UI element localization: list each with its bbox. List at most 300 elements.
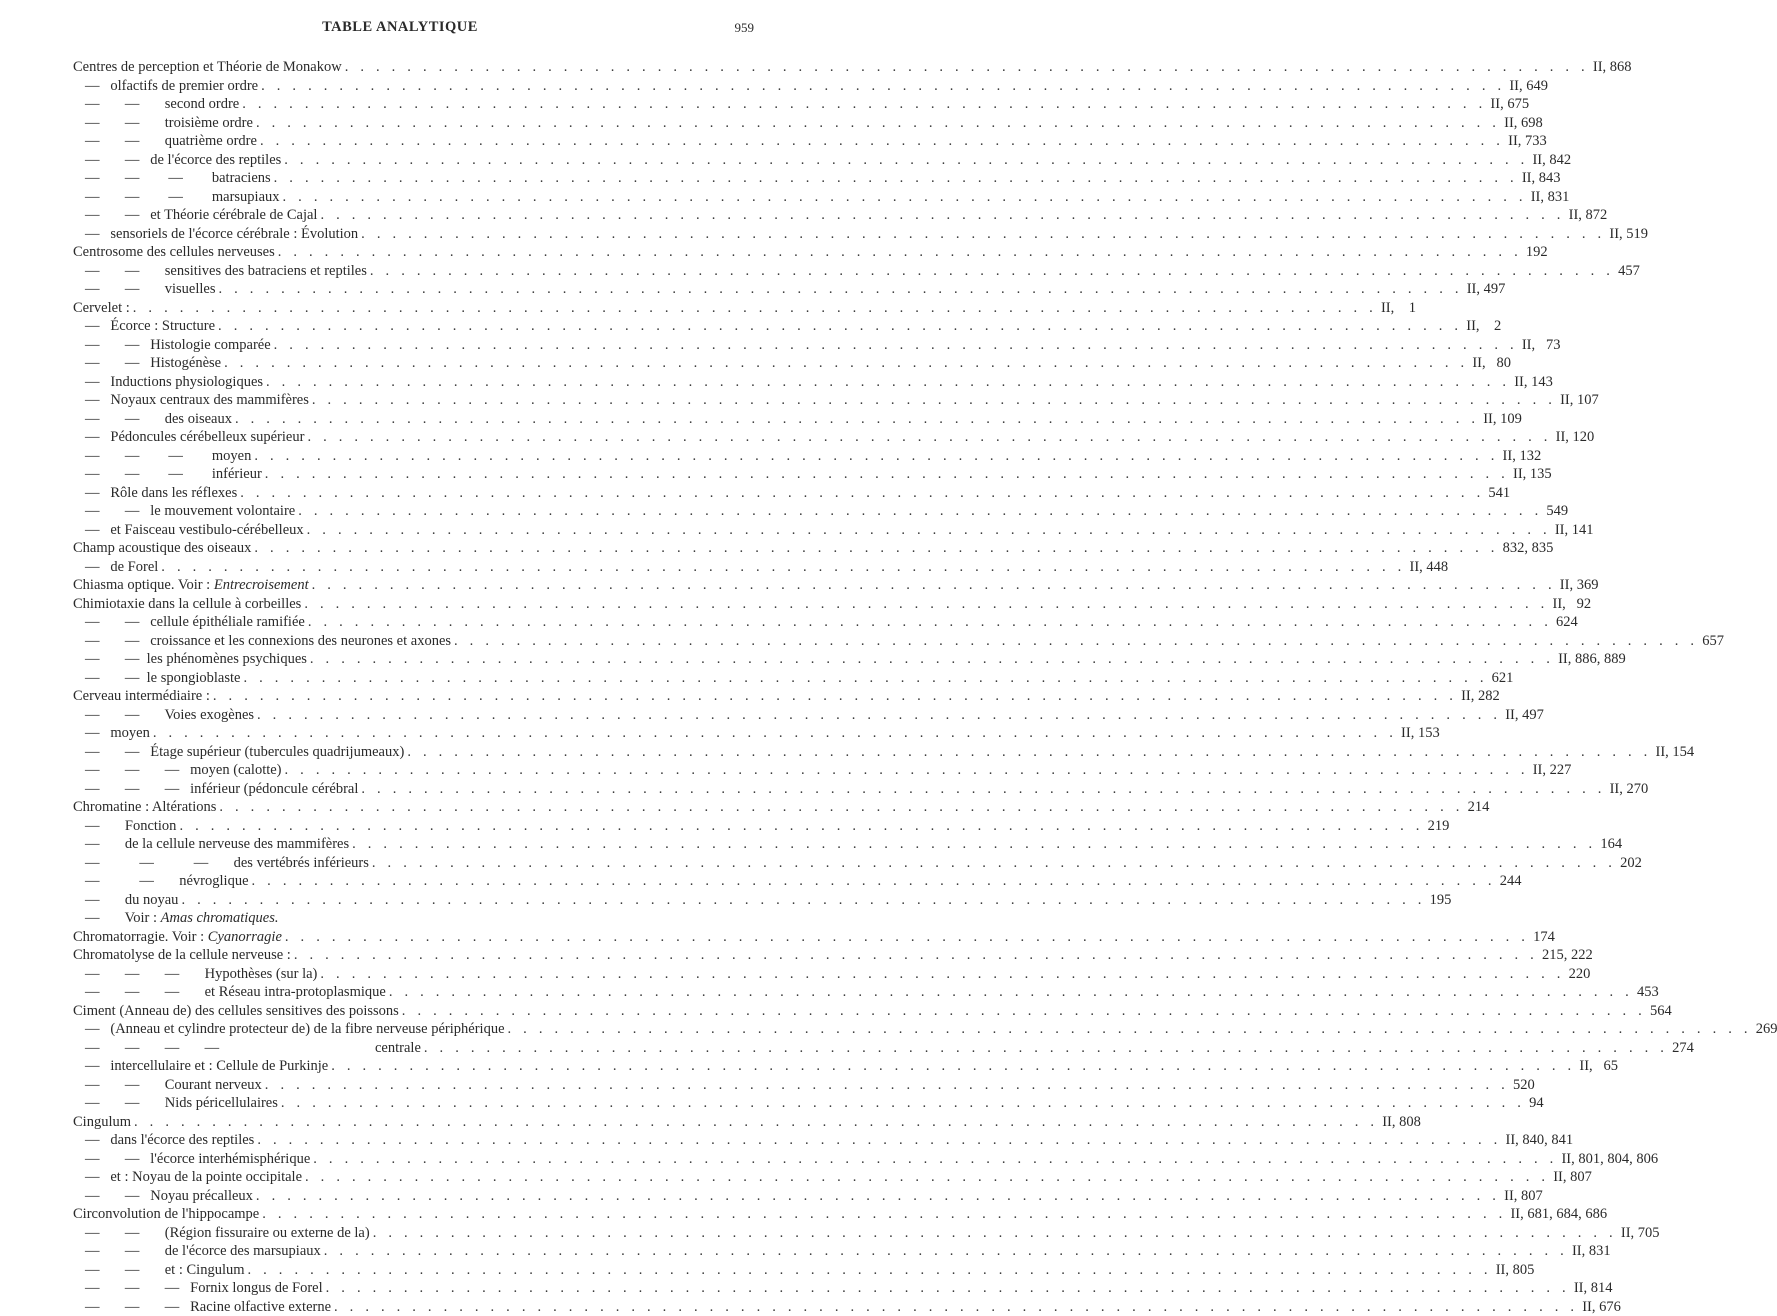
entry-label: — — de l'écorce des reptiles (85, 151, 281, 170)
entry-text (73, 650, 307, 669)
entry-label: — Voir : (85, 909, 161, 928)
entry-text (73, 1002, 399, 1021)
page-reference: 549 (1546, 502, 1568, 521)
page-reference: II, 1 (1381, 299, 1416, 318)
page-reference: 457 (1618, 262, 1640, 281)
entry-label: — — cellule épithéliale ramifiée (85, 613, 305, 632)
leader-dots: . . . . . . . . . . . . . . . . . . . . . . . . . . . . . . . . . . . . . . . . . . . . . . . . . . . . . . . . . . . . . . . . . . . . . . . . . . . . . . . . (181, 891, 1425, 910)
leader-dots: . . . . . . . . . . . . . . . . . . . . . . . . . . . . . . . . . . . . . . . . . . . . . . . . . . . . . . . . . . . . . . . . . . . . . . . . . . . . . . . . (373, 1224, 1617, 1243)
entry-text (73, 817, 176, 836)
entry-label: — intercellulaire et : Cellule de Purkinje (85, 1057, 328, 1076)
entry-text (73, 188, 280, 207)
entry-label: — — — inférieur (pédoncule cérébral (85, 780, 358, 799)
page-reference: 202 (1620, 854, 1642, 873)
leader-dots: . . . . . . . . . . . . . . . . . . . . . . . . . . . . . . . . . . . . . . . . . . . . . . . . . . . . . . . . . . . . . . . . . . . . . . . . . . . . . . . . (372, 854, 1616, 873)
leader-dots: . . . . . . . . . . . . . . . . . . . . . . . . . . . . . . . . . . . . . . . . . . . . . . . . . . . . . . . . . . . . . . . . . . . . . . . . . . . . . . . . (281, 1094, 1525, 1113)
entry-text (73, 743, 404, 762)
entry-label: — olfactifs de premier ordre (85, 77, 258, 96)
page-reference: II, 369 (1560, 576, 1599, 595)
page-reference: II, 801, 804, 806 (1561, 1150, 1658, 1169)
page-number: 959 (735, 20, 755, 36)
leader-dots: . . . . . . . . . . . . . . . . . . . . . . . . . . . . . . . . . . . . . . . . . . . . . . . . . . . . . . . . . . . . . . . . . . . . . . . . . . . . . . . . (252, 872, 1496, 891)
index-entry (73, 132, 753, 151)
entry-text (73, 58, 342, 77)
index-entry (73, 724, 753, 743)
index-entry (73, 169, 753, 188)
leader-dots: . . . . . . . . . . . . . . . . . . . . . . . . . . . . . . . . . . . . . . . . . . . . . . . . . . . . . . . . . . . . . . . . . . . . . . . . . . . . . . . . (307, 428, 1551, 447)
entry-label: — — visuelles (85, 280, 216, 299)
leader-dots: . . . . . . . . . . . . . . . . . . . . . . . . . . . . . . . . . . . . . . . . . . . . . . . . . . . . . . . . . . . . . . . . . . . . . . . . . . . . . . . . (285, 928, 1529, 947)
index-entry (73, 225, 753, 244)
page-reference: II, 270 (1610, 780, 1649, 799)
entry-text (73, 983, 386, 1002)
index-entry (73, 891, 753, 910)
entry-label: Chromatorragie. Voir : (73, 928, 208, 947)
leader-dots: . . . . . . . . . . . . . . . . . . . . . . . . . . . . . . . . . . . . . . . . . . . . . . . . . . . . . . . . . . . . . . . . . . . . . . . . . . . . . . . . (308, 613, 1552, 632)
index-entry (73, 1150, 753, 1169)
entry-label: — — les phénomènes psychiques (85, 650, 307, 669)
page-reference: II, 705 (1621, 1224, 1660, 1243)
index-entry (73, 780, 753, 799)
entry-label: — — — — centrale (85, 1039, 421, 1058)
leader-dots: . . . . . . . . . . . . . . . . . . . . . . . . . . . . . . . . . . . . . . . . . . . . . . . . . . . . . . . . . . . . . . . . . . . . . . . . . . . . . . . . (283, 188, 1527, 207)
page-reference: II, 497 (1467, 280, 1506, 299)
page-reference: 624 (1556, 613, 1578, 632)
leader-dots: . . . . . . . . . . . . . . . . . . . . . . . . . . . . . . . . . . . . . . . . . . . . . . . . . . . . . . . . . . . . . . . . . . . . . . . . . . . . . . . . (161, 558, 1405, 577)
leader-dots: . . . . . . . . . . . . . . . . . . . . . . . . . . . . . . . . . . . . . . . . . . . . . . . . . . . . . . . . . . . . . . . . . . . . . . . . . . . . . . . . (254, 539, 1498, 558)
page-reference: 269 (1756, 1020, 1777, 1039)
entry-text (73, 428, 304, 447)
page-reference: II, 805 (1496, 1261, 1535, 1280)
index-entry (73, 77, 753, 96)
entry-text (73, 1150, 310, 1169)
index-entry (73, 1039, 753, 1058)
entry-text (73, 447, 251, 466)
index-entry (73, 1002, 753, 1021)
page-reference: 192 (1526, 243, 1548, 262)
index-entry (73, 1242, 753, 1261)
index-entry (73, 1076, 753, 1095)
leader-dots: . . . . . . . . . . . . . . . . . . . . . . . . . . . . . . . . . . . . . . . . . . . . . . . . . . . . . . . . . . . . . . . . . . . . . . . . . . . . . . . . (213, 687, 1457, 706)
index-entry (73, 354, 753, 373)
leader-dots: . . . . . . . . . . . . . . . . . . . . . . . . . . . . . . . . . . . . . . . . . . . . . . . . . . . . . . . . . . . . . . . . . . . . . . . . . . . . . . . . (265, 465, 1509, 484)
page-reference: II, 143 (1514, 373, 1553, 392)
leader-dots: . . . . . . . . . . . . . . . . . . . . . . . . . . . . . . . . . . . . . . . . . . . . . . . . . . . . . . . . . . . . . . . . . . . . . . . . . . . . . . . . (345, 58, 1589, 77)
entry-label: — Fonction (85, 817, 176, 836)
index-entry (73, 1113, 753, 1132)
page-reference: II, 675 (1490, 95, 1529, 114)
index-entry (73, 743, 753, 762)
leader-dots: . . . . . . . . . . . . . . . . . . . . . . . . . . . . . . . . . . . . . . . . . . . . . . . . . . . . . . . . . . . . . . . . . . . . . . . . . . . . . . . . (218, 317, 1462, 336)
leader-dots: . . . . . . . . . . . . . . . . . . . . . . . . . . . . . . . . . . . . . . . . . . . . . . . . . . . . . . . . . . . . . . . . . . . . . . . . . . . . . . . . (256, 114, 1500, 133)
page-reference: II, 676 (1582, 1298, 1621, 1316)
leader-dots: . . . . . . . . . . . . . . . . . . . . . . . . . . . . . . . . . . . . . . . . . . . . . . . . . . . . . . . . . . . . . . . . . . . . . . . . . . . . . . . . (304, 595, 1548, 614)
entry-label: — Rôle dans les réflexes (85, 484, 237, 503)
page-reference: 621 (1492, 669, 1514, 688)
entry-text (73, 780, 358, 799)
index-entry (73, 502, 753, 521)
entry-text (73, 761, 282, 780)
index-entry (73, 983, 753, 1002)
entry-text (73, 1261, 245, 1280)
entry-label: Cingulum (73, 1113, 131, 1132)
index-entry (73, 835, 753, 854)
index-entry (73, 632, 753, 651)
page-reference: II, 886, 889 (1558, 650, 1626, 669)
index-entry (73, 1187, 753, 1206)
entry-text (73, 1131, 254, 1150)
page-reference: 541 (1488, 484, 1510, 503)
entry-label: — — — batraciens (85, 169, 271, 188)
index-entry (73, 558, 753, 577)
leader-dots: . . . . . . . . . . . . . . . . . . . . . . . . . . . . . . . . . . . . . . . . . . . . . . . . . . . . . . . . . . . . . . . . . . . . . . . . . . . . . . . . (240, 484, 1484, 503)
leader-dots: . . . . . . . . . . . . . . . . . . . . . . . . . . . . . . . . . . . . . . . . . . . . . . . . . . . . . . . . . . . . . . . . . . . . . . . . . . . . . . . . (242, 95, 1486, 114)
entry-text (73, 1298, 331, 1316)
entry-text (73, 95, 239, 114)
leader-dots: . . . . . . . . . . . . . . . . . . . . . . . . . . . . . . . . . . . . . . . . . . . . . . . . . . . . . . . . . . . . . . . . . . . . . . . . . . . . . . . . (260, 132, 1504, 151)
entry-label: — — — marsupiaux (85, 188, 280, 207)
entry-label: — — Histogénèse (85, 354, 221, 373)
index-entry (73, 521, 753, 540)
entry-label: — Inductions physiologiques (85, 373, 263, 392)
page-reference: II, 109 (1483, 410, 1522, 429)
leader-dots: . . . . . . . . . . . . . . . . . . . . . . . . . . . . . . . . . . . . . . . . . . . . . . . . . . . . . . . . . . . . . . . . . . . . . . . . . . . . . . . . (285, 761, 1529, 780)
index-entry (73, 373, 753, 392)
running-head (0, 19, 800, 37)
page-reference: II, 80 (1472, 354, 1511, 373)
leader-dots: . . . . . . . . . . . . . . . . . . . . . . . . . . . . . . . . . . . . . . . . . . . . . . . . . . . . . . . . . . . . . . . . . . . . . . . . . . . . . . . . (134, 1113, 1378, 1132)
page-reference: II, 872 (1569, 206, 1608, 225)
entry-text (73, 151, 281, 170)
entry-text (73, 1205, 259, 1224)
index-entry (73, 854, 753, 873)
leader-dots: . . . . . . . . . . . . . . . . . . . . . . . . . . . . . . . . . . . . . . . . . . . . . . . . . . . . . . . . . . . . . . . . . . . . . . . . . . . . . . . . (153, 724, 1397, 743)
page-reference: II, 807 (1504, 1187, 1543, 1206)
page-reference: II, 842 (1532, 151, 1571, 170)
index-entry (73, 761, 753, 780)
page-reference: II, 831 (1572, 1242, 1611, 1261)
page-reference: II, 448 (1409, 558, 1448, 577)
index-entry (73, 317, 753, 336)
leader-dots: . . . . . . . . . . . . . . . . . . . . . . . . . . . . . . . . . . . . . . . . . . . . . . . . . . . . . . . . . . . . . . . . . . . . . . . . . . . . . . . . (407, 743, 1651, 762)
entry-label: — — — et Réseau intra-protoplasmique (85, 983, 386, 1002)
index-entry (73, 1131, 753, 1150)
entry-label: — dans l'écorce des reptiles (85, 1131, 254, 1150)
leader-dots: . . . . . . . . . . . . . . . . . . . . . . . . . . . . . . . . . . . . . . . . . . . . . . . . . . . . . . . . . . . . . . . . . . . . . . . . . . . . . . . . (219, 798, 1463, 817)
entry-label: — Noyaux centraux des mammifères (85, 391, 309, 410)
leader-dots: . . . . . . . . . . . . . . . . . . . . . . . . . . . . . . . . . . . . . . . . . . . . . . . . . . . . . . . . . . . . . . . . . . . . . . . . . . . . . . . . (257, 1131, 1501, 1150)
index-entry (73, 1205, 753, 1224)
index-list (73, 58, 753, 1316)
entry-text (73, 632, 451, 651)
page-reference: 94 (1529, 1094, 1544, 1113)
entry-text (73, 1039, 421, 1058)
entry-label: — Pédoncules cérébelleux supérieur (85, 428, 304, 447)
entry-text (73, 928, 282, 947)
entry-label: Chiasma optique. Voir : (73, 576, 214, 595)
entry-label: — — l'écorce interhémisphérique (85, 1150, 310, 1169)
entry-label: — — — Hypothèses (sur la) (85, 965, 317, 984)
entry-text (73, 854, 369, 873)
entry-text (73, 410, 232, 429)
index-entry (73, 872, 753, 891)
leader-dots: . . . . . . . . . . . . . . . . . . . . . . . . . . . . . . . . . . . . . . . . . . . . . . . . . . . . . . . . . . . . . . . . . . . . . . . . . . . . . . . . (243, 669, 1487, 688)
page-reference: II, 107 (1560, 391, 1599, 410)
leader-dots: . . . . . . . . . . . . . . . . . . . . . . . . . . . . . . . . . . . . . . . . . . . . . . . . . . . . . . . . . . . . . . . . . . . . . . . . . . . . . . . . (307, 521, 1551, 540)
entry-label: Chimiotaxie dans la cellule à corbeilles (73, 595, 301, 614)
page-reference: II, 120 (1556, 428, 1595, 447)
leader-dots: . . . . . . . . . . . . . . . . . . . . . . . . . . . . . . . . . . . . . . . . . . . . . . . . . . . . . . . . . . . . . . . . . . . . . . . . . . . . . . . . (219, 280, 1463, 299)
entry-text (73, 798, 216, 817)
entry-label: — et : Noyau de la pointe occipitale (85, 1168, 302, 1187)
index-entry (73, 1168, 753, 1187)
entry-label: — moyen (85, 724, 150, 743)
leader-dots: . . . . . . . . . . . . . . . . . . . . . . . . . . . . . . . . . . . . . . . . . . . . . . . . . . . . . . . . . . . . . . . . . . . . . . . . . . . . . . . . (508, 1020, 1752, 1039)
page-reference: II, 808 (1382, 1113, 1421, 1132)
leader-dots: . . . . . . . . . . . . . . . . . . . . . . . . . . . . . . . . . . . . . . . . . . . . . . . . . . . . . . . . . . . . . . . . . . . . . . . . . . . . . . . . (256, 1187, 1500, 1206)
leader-dots: . . . . . . . . . . . . . . . . . . . . . . . . . . . . . . . . . . . . . . . . . . . . . . . . . . . . . . . . . . . . . . . . . . . . . . . . . . . . . . . . (312, 576, 1556, 595)
page-reference: 164 (1600, 835, 1622, 854)
leader-dots: . . . . . . . . . . . . . . . . . . . . . . . . . . . . . . . . . . . . . . . . . . . . . . . . . . . . . . . . . . . . . . . . . . . . . . . . . . . . . . . . (326, 1279, 1570, 1298)
index-entry (73, 928, 753, 947)
entry-label: — de Forel (85, 558, 158, 577)
entry-text (73, 1279, 323, 1298)
entry-label: — — de l'écorce des marsupiaux (85, 1242, 321, 1261)
entry-text (73, 1020, 505, 1039)
leader-dots: . . . . . . . . . . . . . . . . . . . . . . . . . . . . . . . . . . . . . . . . . . . . . . . . . . . . . . . . . . . . . . . . . . . . . . . . . . . . . . . . (284, 151, 1528, 170)
index-entry (73, 465, 753, 484)
index-entry (73, 280, 753, 299)
entry-text (73, 687, 210, 706)
entry-label: Cervelet : (73, 299, 130, 318)
entry-label: — — — Fornix longus de Forel (85, 1279, 323, 1298)
entry-text (73, 169, 271, 188)
entry-text (73, 946, 291, 965)
page-reference: II, 497 (1505, 706, 1544, 725)
entry-text (73, 465, 262, 484)
leader-dots: . . . . . . . . . . . . . . . . . . . . . . . . . . . . . . . . . . . . . . . . . . . . . . . . . . . . . . . . . . . . . . . . . . . . . . . . . . . . . . . . (352, 835, 1596, 854)
entry-label: — — et : Cingulum (85, 1261, 245, 1280)
page-reference: II, 227 (1533, 761, 1572, 780)
leader-dots: . . . . . . . . . . . . . . . . . . . . . . . . . . . . . . . . . . . . . . . . . . . . . . . . . . . . . . . . . . . . . . . . . . . . . . . . . . . . . . . . (313, 1150, 1557, 1169)
leader-dots: . . . . . . . . . . . . . . . . . . . . . . . . . . . . . . . . . . . . . . . . . . . . . . . . . . . . . . . . . . . . . . . . . . . . . . . . . . . . . . . . (298, 502, 1542, 521)
entry-label: — — — moyen (85, 447, 251, 466)
leader-dots: . . . . . . . . . . . . . . . . . . . . . . . . . . . . . . . . . . . . . . . . . . . . . . . . . . . . . . . . . . . . . . . . . . . . . . . . . . . . . . . . (235, 410, 1479, 429)
entry-label: — Écorce : Structure (85, 317, 215, 336)
index-entry (73, 650, 753, 669)
leader-dots: . . . . . . . . . . . . . . . . . . . . . . . . . . . . . . . . . . . . . . . . . . . . . . . . . . . . . . . . . . . . . . . . . . . . . . . . . . . . . . . . (248, 1261, 1492, 1280)
index-entry (73, 1279, 753, 1298)
leader-dots: . . . . . . . . . . . . . . . . . . . . . . . . . . . . . . . . . . . . . . . . . . . . . . . . . . . . . . . . . . . . . . . . . . . . . . . . . . . . . . . . (261, 77, 1505, 96)
entry-label: — — Courant nerveux (85, 1076, 262, 1095)
page-reference: II, 153 (1401, 724, 1440, 743)
leader-dots: . . . . . . . . . . . . . . . . . . . . . . . . . . . . . . . . . . . . . . . . . . . . . . . . . . . . . . . . . . . . . . . . . . . . . . . . . . . . . . . . (262, 1205, 1506, 1224)
entry-text (73, 891, 178, 910)
page-reference: II, 681, 684, 686 (1510, 1205, 1607, 1224)
leader-dots: . . . . . . . . . . . . . . . . . . . . . . . . . . . . . . . . . . . . . . . . . . . . . . . . . . . . . . . . . . . . . . . . . . . . . . . . . . . . . . . . (334, 1298, 1578, 1316)
entry-label: Centres de perception et Théorie de Monakow (73, 58, 342, 77)
entry-label: — — sensitives des batraciens et reptiles (85, 262, 367, 281)
index-entry (73, 151, 753, 170)
leader-dots: . . . . . . . . . . . . . . . . . . . . . . . . . . . . . . . . . . . . . . . . . . . . . . . . . . . . . . . . . . . . . . . . . . . . . . . . . . . . . . . . (370, 262, 1614, 281)
entry-text (73, 354, 221, 373)
page-reference: II, 831 (1531, 188, 1570, 207)
entry-text (73, 1057, 328, 1076)
leader-dots: . . . . . . . . . . . . . . . . . . . . . . . . . . . . . . . . . . . . . . . . . . . . . . . . . . . . . . . . . . . . . . . . . . . . . . . . . . . . . . . . (274, 169, 1518, 188)
leader-dots: . . . . . . . . . . . . . . . . . . . . . . . . . . . . . . . . . . . . . . . . . . . . . . . . . . . . . . . . . . . . . . . . . . . . . . . . . . . . . . . . (389, 983, 1633, 1002)
entry-text (73, 225, 358, 244)
leader-dots: . . . . . . . . . . . . . . . . . . . . . . . . . . . . . . . . . . . . . . . . . . . . . . . . . . . . . . . . . . . . . . . . . . . . . . . . . . . . . . . . (361, 780, 1605, 799)
entry-text (73, 909, 278, 928)
page-reference: 520 (1513, 1076, 1535, 1095)
entry-text (73, 965, 317, 984)
leader-dots: . . . . . . . . . . . . . . . . . . . . . . . . . . . . . . . . . . . . . . . . . . . . . . . . . . . . . . . . . . . . . . . . . . . . . . . . . . . . . . . . (274, 336, 1518, 355)
index-entry (73, 817, 753, 836)
page-reference: II, 141 (1555, 521, 1594, 540)
index-entry (73, 262, 753, 281)
page-reference: 657 (1702, 632, 1724, 651)
entry-text (73, 317, 215, 336)
entry-text (73, 613, 305, 632)
leader-dots: . . . . . . . . . . . . . . . . . . . . . . . . . . . . . . . . . . . . . . . . . . . . . . . . . . . . . . . . . . . . . . . . . . . . . . . . . . . . . . . . (331, 1057, 1575, 1076)
page-reference: II, 282 (1461, 687, 1500, 706)
entry-text (73, 77, 258, 96)
entry-label: — — Histologie comparée (85, 336, 271, 355)
entry-label: — — des oiseaux (85, 410, 232, 429)
index-entry (73, 1094, 753, 1113)
index-entry (73, 576, 753, 595)
page-reference: II, 649 (1509, 77, 1548, 96)
entry-label: — — (Région fissuraire ou externe de la) (85, 1224, 370, 1243)
entry-text (73, 114, 253, 133)
entry-label: Chromatine : Altérations (73, 798, 216, 817)
entry-label: — — Étage supérieur (tubercules quadrijumeaux) (85, 743, 404, 762)
entry-text (73, 1076, 262, 1095)
entry-label: — (Anneau et cylindre protecteur de) de la fibre nerveuse périphérique (85, 1020, 505, 1039)
leader-dots: . . . . . . . . . . . . . . . . . . . . . . . . . . . . . . . . . . . . . . . . . . . . . . . . . . . . . . . . . . . . . . . . . . . . . . . . . . . . . . . . (402, 1002, 1646, 1021)
entry-text (73, 872, 249, 891)
index-entry (73, 299, 753, 318)
index-entry (73, 613, 753, 632)
leader-dots: . . . . . . . . . . . . . . . . . . . . . . . . . . . . . . . . . . . . . . . . . . . . . . . . . . . . . . . . . . . . . . . . . . . . . . . . . . . . . . . . (278, 243, 1522, 262)
entry-text (73, 1168, 302, 1187)
entry-text (73, 299, 130, 318)
index-entry (73, 687, 753, 706)
entry-italic-ref: Entrecroisement (214, 577, 309, 593)
page-reference: II, 135 (1513, 465, 1552, 484)
index-entry (73, 484, 753, 503)
entry-text (73, 243, 275, 262)
entry-label: — sensoriels de l'écorce cérébrale : Évolution (85, 225, 358, 244)
page-reference: 220 (1569, 965, 1591, 984)
entry-text (73, 262, 367, 281)
page-reference: II, 73 (1522, 336, 1561, 355)
page-reference: 219 (1428, 817, 1450, 836)
index-entry (73, 1261, 753, 1280)
index-entry (73, 946, 753, 965)
entry-text (73, 835, 349, 854)
index-entry (73, 1057, 753, 1076)
index-entry (73, 965, 753, 984)
leader-dots: . . . . . . . . . . . . . . . . . . . . . . . . . . . . . . . . . . . . . . . . . . . . . . . . . . . . . . . . . . . . . . . . . . . . . . . . . . . . . . . . (312, 391, 1556, 410)
leader-dots: . . . . . . . . . . . . . . . . . . . . . . . . . . . . . . . . . . . . . . . . . . . . . . . . . . . . . . . . . . . . . . . . . . . . . . . . . . . . . . . . (310, 650, 1554, 669)
entry-text (73, 1094, 278, 1113)
page-reference: II, 698 (1504, 114, 1543, 133)
page-reference: 215, 222 (1542, 946, 1593, 965)
entry-label: — du noyau (85, 891, 178, 910)
index-entry (73, 336, 753, 355)
entry-text (73, 706, 254, 725)
page-reference: II, 814 (1574, 1279, 1613, 1298)
entry-text (73, 1187, 253, 1206)
index-entry (73, 1020, 753, 1039)
entry-text (73, 373, 263, 392)
page-reference: 564 (1650, 1002, 1672, 1021)
page-reference: II, 840, 841 (1506, 1131, 1574, 1150)
leader-dots: . . . . . . . . . . . . . . . . . . . . . . . . . . . . . . . . . . . . . . . . . . . . . . . . . . . . . . . . . . . . . . . . . . . . . . . . . . . . . . . . (324, 1242, 1568, 1261)
index-entry (73, 428, 753, 447)
entry-label: — — troisième ordre (85, 114, 253, 133)
entry-text (73, 669, 240, 688)
entry-label: — — — des vertébrés inférieurs (85, 854, 369, 873)
entry-label: Cerveau intermédiaire : (73, 687, 210, 706)
index-entry (73, 1298, 753, 1316)
page-reference: II, 92 (1553, 595, 1592, 614)
entry-text (73, 558, 158, 577)
page-reference: II, 868 (1593, 58, 1632, 77)
entry-text (73, 280, 216, 299)
entry-label: — — Nids péricellulaires (85, 1094, 278, 1113)
entry-label: — — croissance et les connexions des neurones et axones (85, 632, 451, 651)
index-entry (73, 114, 753, 133)
page-reference: II, 154 (1656, 743, 1695, 762)
page-reference: II, 2 (1466, 317, 1501, 336)
entry-italic-ref: Cyanorragie (208, 929, 282, 945)
index-entry (73, 1224, 753, 1243)
entry-text (73, 336, 271, 355)
page-reference: 174 (1533, 928, 1555, 947)
entry-italic-ref: Amas chromatiques. (161, 910, 279, 926)
index-entry (73, 188, 753, 207)
page-reference: 274 (1672, 1039, 1694, 1058)
entry-label: — — second ordre (85, 95, 239, 114)
entry-label: — — le mouvement volontaire (85, 502, 295, 521)
entry-text (73, 502, 295, 521)
entry-label: — — le spongioblaste (85, 669, 240, 688)
leader-dots: . . . . . . . . . . . . . . . . . . . . . . . . . . . . . . . . . . . . . . . . . . . . . . . . . . . . . . . . . . . . . . . . . . . . . . . . . . . . . . . . (257, 706, 1501, 725)
leader-dots: . . . . . . . . . . . . . . . . . . . . . . . . . . . . . . . . . . . . . . . . . . . . . . . . . . . . . . . . . . . . . . . . . . . . . . . . . . . . . . . . (361, 225, 1605, 244)
entry-label: — et Faisceau vestibulo-cérébelleux (85, 521, 304, 540)
entry-label: — de la cellule nerveuse des mammifères (85, 835, 349, 854)
leader-dots: . . . . . . . . . . . . . . . . . . . . . . . . . . . . . . . . . . . . . . . . . . . . . . . . . . . . . . . . . . . . . . . . . . . . . . . . . . . . . . . . (266, 373, 1510, 392)
index-entry (73, 539, 753, 558)
entry-label: Circonvolution de l'hippocampe (73, 1205, 259, 1224)
page-reference: II, 733 (1508, 132, 1547, 151)
entry-text (73, 539, 251, 558)
leader-dots: . . . . . . . . . . . . . . . . . . . . . . . . . . . . . . . . . . . . . . . . . . . . . . . . . . . . . . . . . . . . . . . . . . . . . . . . . . . . . . . . (224, 354, 1468, 373)
leader-dots: . . . . . . . . . . . . . . . . . . . . . . . . . . . . . . . . . . . . . . . . . . . . . . . . . . . . . . . . . . . . . . . . . . . . . . . . . . . . . . . . (320, 965, 1564, 984)
entry-label: — — — Racine olfactive externe (85, 1298, 331, 1316)
entry-text (73, 391, 309, 410)
leader-dots: . . . . . . . . . . . . . . . . . . . . . . . . . . . . . . . . . . . . . . . . . . . . . . . . . . . . . . . . . . . . . . . . . . . . . . . . . . . . . . . . (454, 632, 1698, 651)
index-entry (73, 706, 753, 725)
page-reference: 453 (1637, 983, 1659, 1002)
index-entry (73, 410, 753, 429)
page-reference: II, 807 (1553, 1168, 1592, 1187)
page-reference: II, 65 (1579, 1057, 1618, 1076)
entry-label: Champ acoustique des oiseaux (73, 539, 251, 558)
index-entry (73, 206, 753, 225)
